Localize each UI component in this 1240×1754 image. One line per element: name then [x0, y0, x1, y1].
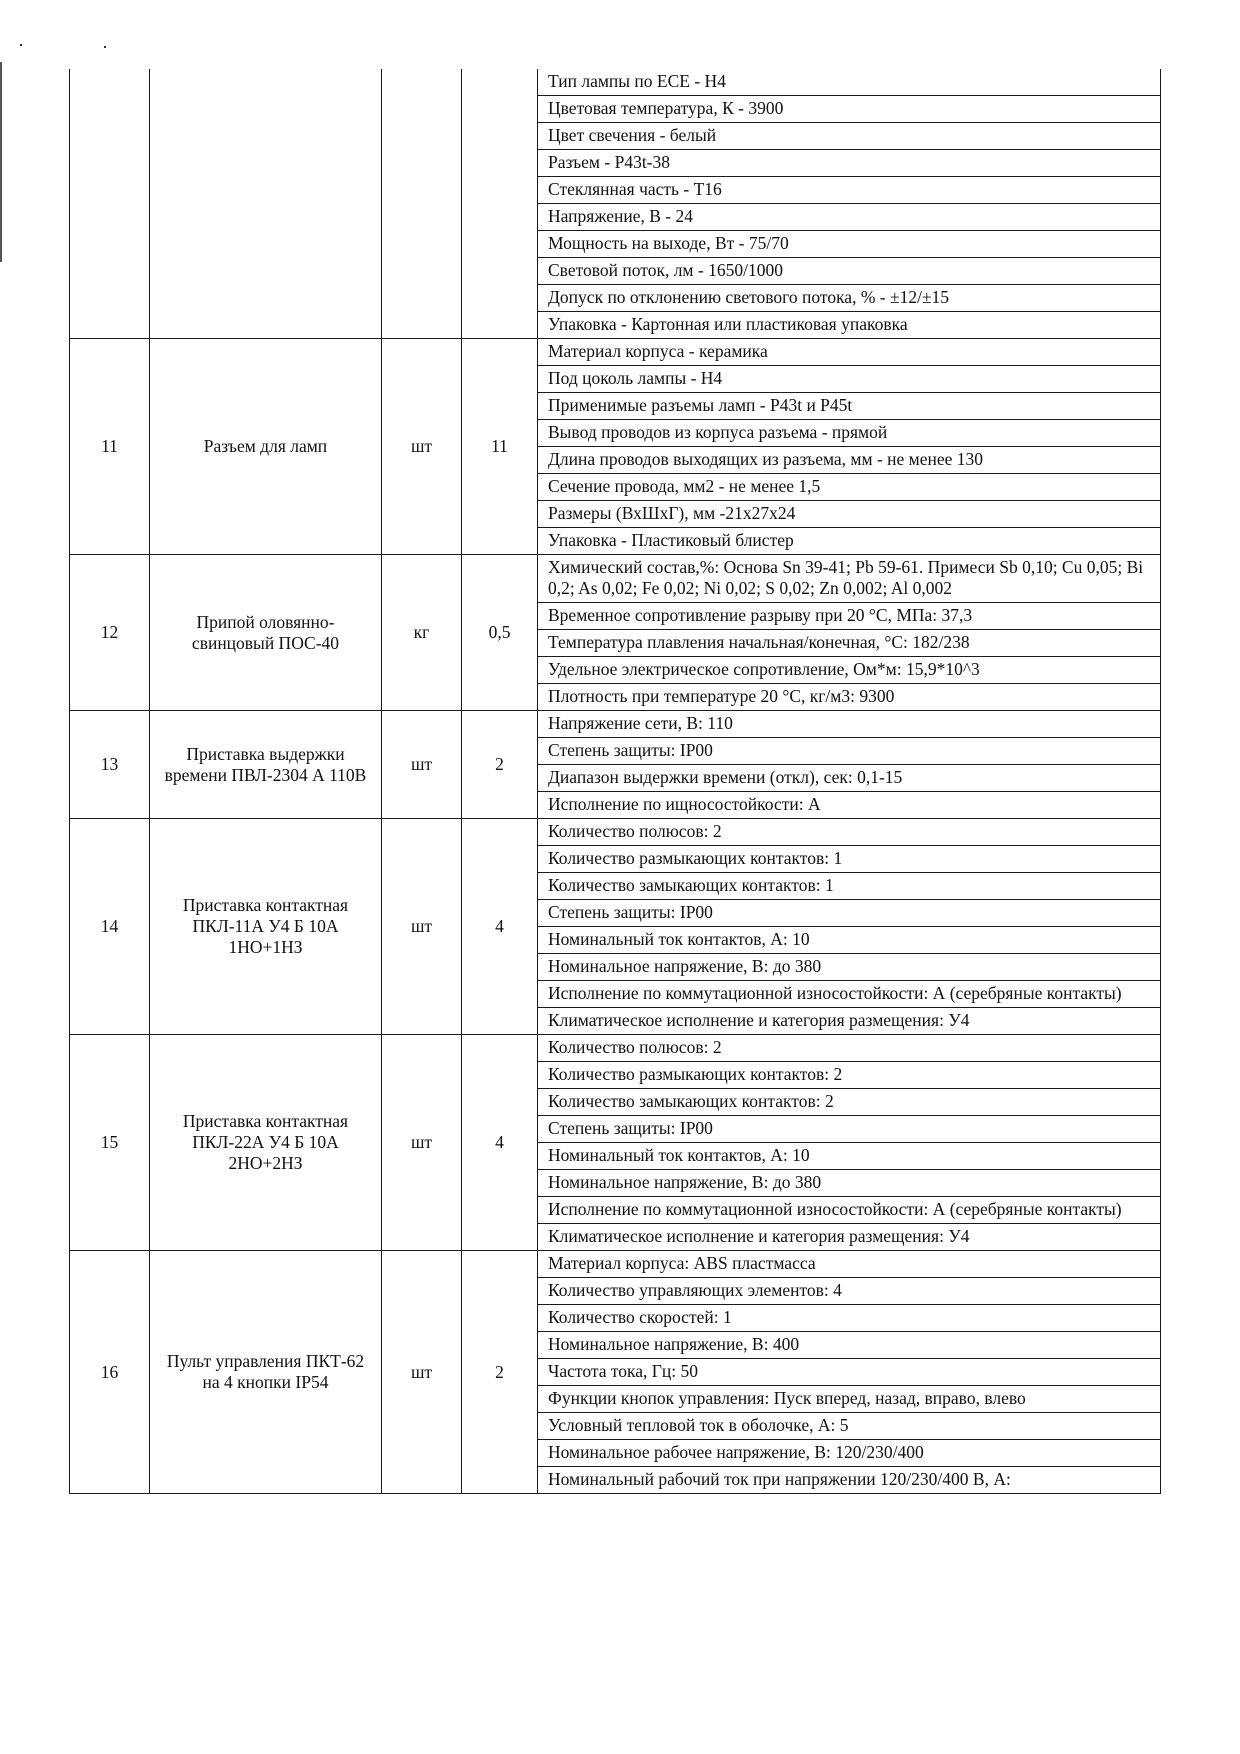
- item-quantity-cell: 0,5: [462, 555, 538, 711]
- property-cell: Длина проводов выходящих из разъема, мм - не менее 130: [538, 447, 1161, 474]
- item-name-cell: Приставка контактная ПКЛ-22А У4 Б 10А 2НО+2НЗ: [150, 1035, 382, 1251]
- property-cell: Функции кнопок управления: Пуск вперед, назад, вправо, влево: [538, 1386, 1161, 1413]
- item-number-cell: 14: [70, 819, 150, 1035]
- property-cell: Исполнение по коммутационной износостойкости: А (серебряные контакты): [538, 981, 1161, 1008]
- item-unit-cell: шт: [382, 819, 462, 1035]
- table-row: [70, 819, 1161, 846]
- property-cell: Номинальное напряжение, В: до 380: [538, 954, 1161, 981]
- item-quantity-cell: 11: [462, 339, 538, 555]
- property-cell: Материал корпуса: ABS пластмасса: [538, 1251, 1161, 1278]
- scan-artifact: [20, 44, 22, 46]
- item-unit-cell: шт: [382, 1035, 462, 1251]
- property-cell: Напряжение сети, В: 110: [538, 711, 1161, 738]
- property-cell: Плотность при температуре 20 °С, кг/м3: 9300: [538, 684, 1161, 711]
- property-cell: Количество размыкающих контактов: 1: [538, 846, 1161, 873]
- property-cell: Упаковка - Картонная или пластиковая упаковка: [538, 312, 1161, 339]
- property-cell: Удельное электрическое сопротивление, Ом*м: 15,9*10^3: [538, 657, 1161, 684]
- property-cell: Напряжение, В - 24: [538, 204, 1161, 231]
- property-cell: Диапазон выдержки времени (откл), сек: 0,1-15: [538, 765, 1161, 792]
- item-quantity-cell: 2: [462, 711, 538, 819]
- property-cell: Исполнение по коммутационной износостойкости: А (серебряные контакты): [538, 1197, 1161, 1224]
- property-cell: Размеры (ВхШхГ), мм -21х27х24: [538, 501, 1161, 528]
- item-quantity-cell: [462, 69, 538, 339]
- property-cell: Номинальный ток контактов, А: 10: [538, 927, 1161, 954]
- property-cell: Номинальное рабочее напряжение, В: 120/230/400: [538, 1440, 1161, 1467]
- property-cell: Сечение провода, мм2 - не менее 1,5: [538, 474, 1161, 501]
- property-cell: Под цоколь лампы - Н4: [538, 366, 1161, 393]
- property-cell: Номинальный рабочий ток при напряжении 120/230/400 В, А:: [538, 1467, 1161, 1494]
- table-row: [70, 339, 1161, 366]
- item-quantity-cell: 4: [462, 819, 538, 1035]
- property-cell: Тип лампы по ЕСЕ - Н4: [538, 69, 1161, 96]
- item-name-cell: Разъем для ламп: [150, 339, 382, 555]
- property-cell: Климатическое исполнение и категория размещения: У4: [538, 1008, 1161, 1035]
- property-cell: Климатическое исполнение и категория размещения: У4: [538, 1224, 1161, 1251]
- property-cell: Количество замыкающих контактов: 1: [538, 873, 1161, 900]
- property-cell: Степень защиты: IP00: [538, 1116, 1161, 1143]
- property-cell: Материал корпуса - керамика: [538, 339, 1161, 366]
- property-cell: Количество размыкающих контактов: 2: [538, 1062, 1161, 1089]
- item-name-cell: Приставка выдержки времени ПВЛ-2304 А 110В: [150, 711, 382, 819]
- property-cell: Количество управляющих элементов: 4: [538, 1278, 1161, 1305]
- table-row: [70, 555, 1161, 603]
- property-cell: Вывод проводов из корпуса разъема - прямой: [538, 420, 1161, 447]
- property-cell: Частота тока, Гц: 50: [538, 1359, 1161, 1386]
- table-row: [70, 711, 1161, 738]
- property-cell: Количество скоростей: 1: [538, 1305, 1161, 1332]
- property-cell: Количество замыкающих контактов: 2: [538, 1089, 1161, 1116]
- property-cell: Химический состав,%: Основа Sn 39-41; Pb 59-61. Примеси Sb 0,10; Cu 0,05; Bi 0,2; As 0,02; Fe 0,02; Ni 0,02; S 0,02; Zn 0,002; Al 0,002: [538, 555, 1161, 603]
- property-cell: Степень защиты: IP00: [538, 738, 1161, 765]
- item-number-cell: 11: [70, 339, 150, 555]
- item-name-cell: Приставка контактная ПКЛ-11А У4 Б 10А 1НО+1НЗ: [150, 819, 382, 1035]
- property-cell: Количество полюсов: 2: [538, 819, 1161, 846]
- item-number-cell: 13: [70, 711, 150, 819]
- property-cell: Степень защиты: IP00: [538, 900, 1161, 927]
- item-unit-cell: шт: [382, 1251, 462, 1494]
- item-number-cell: 16: [70, 1251, 150, 1494]
- property-cell: Разъем - Р43t-38: [538, 150, 1161, 177]
- property-cell: Временное сопротивление разрыву при 20 °С, МПа: 37,3: [538, 603, 1161, 630]
- property-cell: Условный тепловой ток в оболочке, А: 5: [538, 1413, 1161, 1440]
- property-cell: Цветовая температура, К - 3900: [538, 96, 1161, 123]
- property-cell: Стеклянная часть - Т16: [538, 177, 1161, 204]
- item-unit-cell: шт: [382, 711, 462, 819]
- item-unit-cell: кг: [382, 555, 462, 711]
- item-name-cell: Пульт управления ПКТ-62 на 4 кнопки IP54: [150, 1251, 382, 1494]
- item-number-cell: 12: [70, 555, 150, 711]
- item-number-cell: 15: [70, 1035, 150, 1251]
- item-name-cell: Припой оловянно-свинцовый ПОС-40: [150, 555, 382, 711]
- property-cell: Температура плавления начальная/конечная, °С: 182/238: [538, 630, 1161, 657]
- property-cell: Мощность на выходе, Вт - 75/70: [538, 231, 1161, 258]
- scan-artifact: [104, 46, 106, 48]
- property-cell: Допуск по отклонению светового потока, % - ±12/±15: [538, 285, 1161, 312]
- property-cell: Номинальное напряжение, В: до 380: [538, 1170, 1161, 1197]
- item-unit-cell: [382, 69, 462, 339]
- scan-artifact: [0, 62, 2, 262]
- property-cell: Световой поток, лм - 1650/1000: [538, 258, 1161, 285]
- table-row: [70, 69, 1161, 96]
- property-cell: Количество полюсов: 2: [538, 1035, 1161, 1062]
- property-cell: Упаковка - Пластиковый блистер: [538, 528, 1161, 555]
- item-quantity-cell: 4: [462, 1035, 538, 1251]
- item-number-cell: [70, 69, 150, 339]
- table-row: [70, 1251, 1161, 1278]
- item-quantity-cell: 2: [462, 1251, 538, 1494]
- property-cell: Применимые разъемы ламп - Р43t и Р45t: [538, 393, 1161, 420]
- property-cell: Номинальный ток контактов, А: 10: [538, 1143, 1161, 1170]
- property-cell: Цвет свечения - белый: [538, 123, 1161, 150]
- table-row: [70, 1035, 1161, 1062]
- specification-table-body: [70, 69, 1161, 1494]
- item-name-cell: [150, 69, 382, 339]
- property-cell: Исполнение по ищносостойкости: А: [538, 792, 1161, 819]
- property-cell: Номинальное напряжение, В: 400: [538, 1332, 1161, 1359]
- item-unit-cell: шт: [382, 339, 462, 555]
- specification-table: [69, 69, 1161, 1494]
